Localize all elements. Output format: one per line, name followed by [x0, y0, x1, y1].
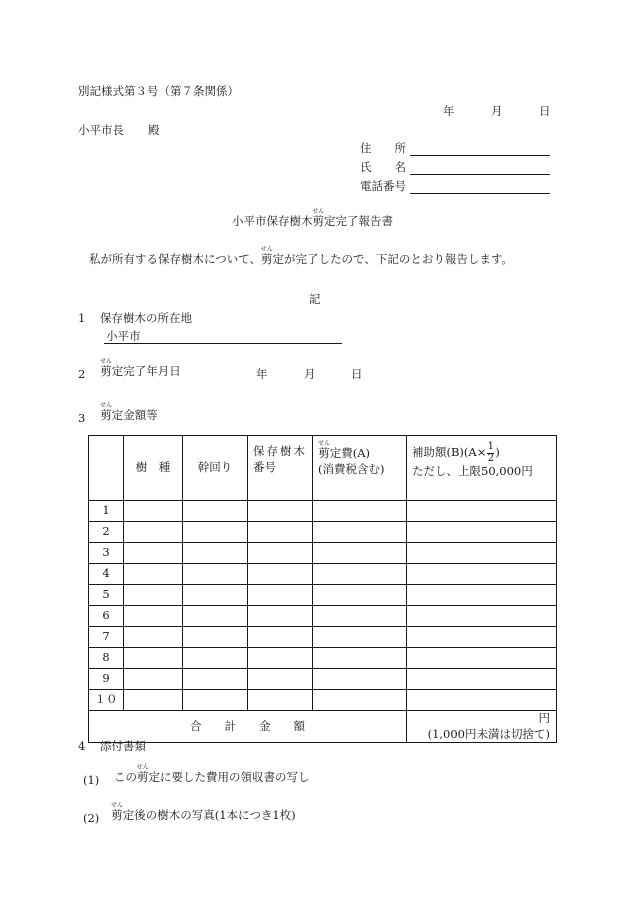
trunk-cell[interactable] — [183, 648, 248, 669]
row-number: 9 — [89, 669, 124, 690]
row-number: 5 — [89, 585, 124, 606]
attachment-2-number: (2) — [83, 811, 100, 825]
subsidy-cell[interactable] — [407, 543, 557, 564]
form-number: 別記様式第３号（第７条関係） — [78, 84, 239, 98]
table-row — [89, 648, 557, 669]
document-title: 小平市保存樹木剪せん定完了報告書 — [232, 208, 393, 228]
yen-unit: 円 — [538, 711, 550, 725]
table-row — [89, 627, 557, 648]
address-label: 住 所 — [360, 141, 406, 155]
intro-text: 私が所有する保存樹木について、剪せん定が完了したので、下記のとおり報告します。 — [89, 246, 513, 266]
subsidy-cell[interactable] — [407, 669, 557, 690]
trunk-cell[interactable] — [183, 585, 248, 606]
cost-cell[interactable] — [313, 501, 407, 522]
header-trunk: 幹回り — [183, 436, 248, 501]
row-number: 2 — [89, 522, 124, 543]
completion-year-label: 年 — [256, 367, 268, 381]
species-cell[interactable] — [124, 585, 183, 606]
date-year-label: 年 — [443, 104, 455, 118]
trunk-cell[interactable] — [183, 606, 248, 627]
tree-number-cell[interactable] — [248, 669, 313, 690]
table-row — [89, 522, 557, 543]
header-subsidy: 補助額(B)(A× $\frac{1}{2}$ ) ただし、上限50,000円 — [407, 436, 557, 501]
phone-label: 電話番号 — [360, 179, 406, 193]
row-number: 3 — [89, 543, 124, 564]
section-1-label: 保存樹木の所在地 — [100, 311, 192, 325]
one-half-fraction: $\frac{1}{2}$ — [487, 441, 495, 464]
section-4-number: 4 — [78, 739, 86, 753]
attachment-2-text: 剪せん定後の樹木の写真(1本につき1枚) — [111, 802, 296, 822]
row-number: 6 — [89, 606, 124, 627]
completion-month-label: 月 — [304, 367, 316, 381]
ki-heading: 記 — [309, 292, 321, 306]
section-2-label: 剪せん定完了年月日 — [100, 358, 181, 378]
tree-number-cell[interactable] — [248, 522, 313, 543]
row-number: 4 — [89, 564, 124, 585]
species-cell[interactable] — [124, 564, 183, 585]
subsidy-cell[interactable] — [407, 648, 557, 669]
cost-cell[interactable] — [313, 522, 407, 543]
trunk-cell[interactable] — [183, 522, 248, 543]
row-number: 1 — [89, 501, 124, 522]
cost-cell[interactable] — [313, 606, 407, 627]
completion-day-label: 日 — [351, 367, 363, 381]
species-cell[interactable] — [124, 606, 183, 627]
tree-number-cell[interactable] — [248, 648, 313, 669]
address-field[interactable] — [410, 143, 550, 156]
table-row — [89, 585, 557, 606]
species-cell[interactable] — [124, 501, 183, 522]
trunk-cell[interactable] — [183, 543, 248, 564]
trunk-cell[interactable] — [183, 501, 248, 522]
cost-cell[interactable] — [313, 627, 407, 648]
table-row — [89, 564, 557, 585]
trunk-cell[interactable] — [183, 690, 248, 711]
section-1-number: 1 — [78, 311, 86, 325]
trunk-cell[interactable] — [183, 627, 248, 648]
row-number: １０ — [89, 690, 124, 711]
species-cell[interactable] — [124, 522, 183, 543]
section-4-label: 添付書類 — [100, 739, 146, 753]
species-cell[interactable] — [124, 627, 183, 648]
addressee: 小平市長 — [78, 123, 124, 137]
tree-number-cell[interactable] — [248, 627, 313, 648]
subsidy-cell[interactable] — [407, 690, 557, 711]
header-no — [89, 436, 124, 501]
header-species: 樹 種 — [124, 436, 183, 501]
species-cell[interactable] — [124, 669, 183, 690]
phone-field[interactable] — [410, 181, 550, 194]
species-cell[interactable] — [124, 648, 183, 669]
trunk-cell[interactable] — [183, 669, 248, 690]
header-cost: 剪せん定費(A) (消費税含む) — [313, 436, 407, 501]
attachment-1-number: (1) — [83, 773, 100, 787]
total-label: 合 計 金 額 — [89, 711, 407, 743]
subsidy-cell[interactable] — [407, 522, 557, 543]
species-cell[interactable] — [124, 690, 183, 711]
row-number: 7 — [89, 627, 124, 648]
table-row — [89, 690, 557, 711]
subsidy-cell[interactable] — [407, 627, 557, 648]
table-row — [89, 606, 557, 627]
honorific: 殿 — [148, 123, 160, 137]
cost-cell[interactable] — [313, 585, 407, 606]
location-field[interactable]: 小平市 — [104, 331, 342, 344]
cost-cell[interactable] — [313, 648, 407, 669]
tree-number-cell[interactable] — [248, 585, 313, 606]
subsidy-cell[interactable] — [407, 564, 557, 585]
tree-number-cell[interactable] — [248, 501, 313, 522]
table-row — [89, 669, 557, 690]
cost-cell[interactable] — [313, 690, 407, 711]
name-field[interactable] — [410, 162, 550, 175]
table-row — [89, 501, 557, 522]
total-row — [89, 711, 557, 743]
row-number: 8 — [89, 648, 124, 669]
subsidy-cell[interactable] — [407, 585, 557, 606]
total-amount-cell[interactable] — [407, 711, 557, 743]
header-tree-number: 保存樹木 番号 — [248, 436, 313, 501]
subsidy-cell[interactable] — [407, 501, 557, 522]
section-3-number: 3 — [78, 411, 86, 425]
species-cell[interactable] — [124, 543, 183, 564]
trunk-cell[interactable] — [183, 564, 248, 585]
name-label: 氏 名 — [360, 160, 406, 174]
table-header-row — [89, 436, 557, 501]
date-month-label: 月 — [491, 104, 503, 118]
cost-cell[interactable] — [313, 543, 407, 564]
section-2-number: 2 — [78, 367, 86, 381]
attachment-1-text: この剪せん定に要した費用の領収書の写し — [114, 764, 310, 784]
cost-cell[interactable] — [313, 564, 407, 585]
tree-number-cell[interactable] — [248, 564, 313, 585]
tree-number-cell[interactable] — [248, 690, 313, 711]
yen-note: (1,000円未満は切捨て) — [427, 726, 550, 741]
pruning-cost-table — [88, 435, 557, 743]
subsidy-cell[interactable] — [407, 606, 557, 627]
section-3-label: 剪せん定金額等 — [100, 402, 158, 422]
tree-number-cell[interactable] — [248, 606, 313, 627]
cost-cell[interactable] — [313, 669, 407, 690]
table-row — [89, 543, 557, 564]
date-day-label: 日 — [539, 104, 551, 118]
tree-number-cell[interactable] — [248, 543, 313, 564]
